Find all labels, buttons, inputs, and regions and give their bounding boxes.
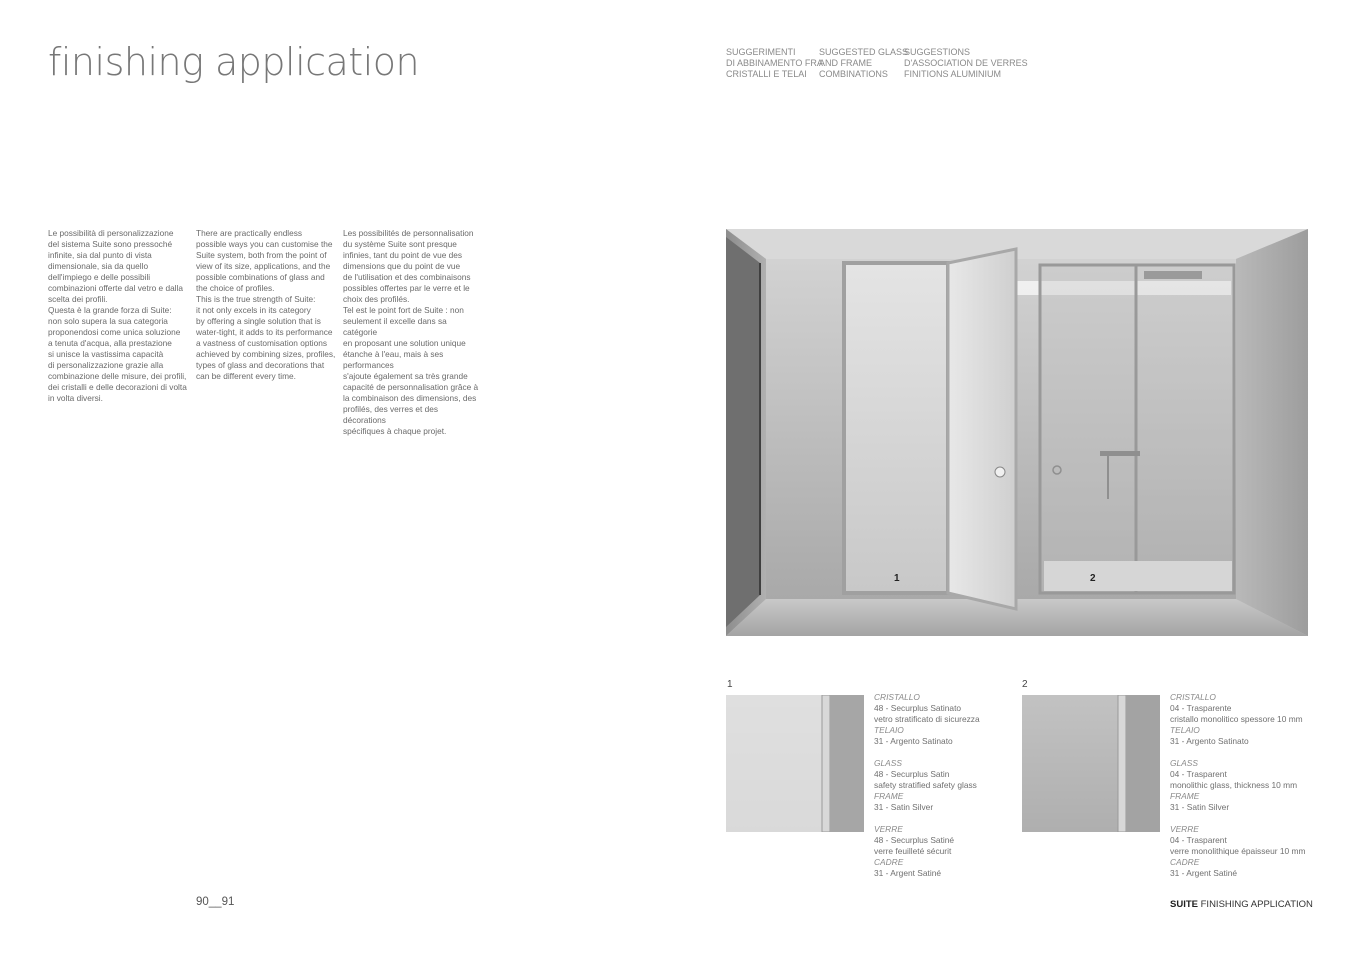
- body-text-italian: Le possibilità di personalizzazione del sistema Suite sono pressoché infinite, sia dal punto di vista dimensionale, sia da quello dell'impiego e delle possibili combinazioni offerte dal vetro e dalla scelta dei profili. Questa è la grande forza di Suite: non solo supera la sua categoria proponendosi come unica soluzione a tenuta d'acqua, alla prestazione si unisce la vastissima capacità di personalizzazione grazie alla combinazione delle misure, dei profili, dei cristalli e delle decorazioni di volta in volta diversi.: [48, 228, 187, 403]
- spec-value: 48 - Securplus Satinato: [874, 703, 962, 713]
- spec-value: 31 - Satin Silver: [874, 802, 934, 812]
- spec-label: FRAME: [874, 791, 904, 801]
- brand-name: SUITE: [1170, 899, 1198, 910]
- spec-value: 31 - Argento Satinato: [874, 736, 953, 746]
- combo-2-specs: [1170, 692, 1330, 879]
- spec-label: TELAIO: [1170, 725, 1200, 735]
- combo-1-specs: [874, 692, 1034, 879]
- combo-2-thumbnail: [1022, 695, 1160, 832]
- spec-value: verre monolithique épaisseur 10 mm: [1170, 846, 1306, 856]
- header-col-it: SUGGERIMENTI DI ABBINAMENTO FRA CRISTALLI E TELAI: [726, 47, 823, 79]
- footer-brand: [1170, 899, 1313, 910]
- spec-value: 04 - Trasparent: [1170, 835, 1227, 845]
- spec-value: cristallo monolitico spessore 10 mm: [1170, 714, 1303, 724]
- page-title: finishing application: [48, 40, 420, 84]
- spec-value: 48 - Securplus Satiné: [874, 835, 955, 845]
- spec-value: verre feuilleté sécurit: [874, 846, 952, 856]
- spec-label: CRISTALLO: [1170, 692, 1216, 702]
- spec-label: CADRE: [1170, 857, 1200, 867]
- shower-photo: [726, 229, 1308, 636]
- photo-marker-2: 2: [1090, 573, 1096, 584]
- page-numbers: 90__91: [196, 896, 235, 908]
- spec-label: VERRE: [1170, 824, 1199, 834]
- spec-label: CRISTALLO: [874, 692, 920, 702]
- spec-value: 48 - Securplus Satin: [874, 769, 950, 779]
- spec-label: FRAME: [1170, 791, 1200, 801]
- spec-label: VERRE: [874, 824, 903, 834]
- spec-value: 31 - Satin Silver: [1170, 802, 1230, 812]
- spec-value: safety stratified safety glass: [874, 780, 977, 790]
- spec-label: GLASS: [874, 758, 902, 768]
- spec-value: 31 - Argent Satiné: [874, 868, 942, 878]
- spec-value: 04 - Trasparente: [1170, 703, 1232, 713]
- combo-1-number: 1: [727, 679, 733, 690]
- body-text-french: Les possibilités de personnalisation du système Suite sont presque infinies, tant du point de vue des dimensions que du point de vue de l'utilisation et des combinaisons possibles offertes par le verre et le choix des profilés. Tel est le point fort de Suite : non seulement il excelle dans sa catégorie en proposant une solution unique étanche à l'eau, mais à ses performances s'ajoute également sa très grande capacité de personnalisation grâce à la combinaison des dimensions, des profilés, des verres et des décorations spécifiques à chaque projet.: [343, 228, 479, 436]
- photo-marker-1: 1: [894, 573, 900, 584]
- combo-1-thumbnail: [726, 695, 864, 832]
- header-col-en: SUGGESTED GLASS AND FRAME COMBINATIONS: [819, 47, 909, 79]
- spec-label: TELAIO: [874, 725, 904, 735]
- spec-value: 04 - Trasparent: [1170, 769, 1227, 779]
- spec-label: CADRE: [874, 857, 904, 867]
- spec-value: 31 - Argento Satinato: [1170, 736, 1249, 746]
- section-name: FINISHING APPLICATION: [1200, 899, 1313, 910]
- body-text-english: There are practically endless possible ways you can customise the Suite system, both from the point of view of its size, applications, and the possible combinations of glass and the choice of profiles. This is the true strength of Suite: it not only excels in its category by offering a single solution that is water-tight, it adds to its performance a vastness of customisation options achieved by combining sizes, profiles, types of glass and decorations that can be different every time.: [196, 228, 336, 381]
- combo-2-number: 2: [1022, 679, 1028, 690]
- spec-value: monolithic glass, thickness 10 mm: [1170, 780, 1298, 790]
- spec-value: vetro stratificato di sicurezza: [874, 714, 980, 724]
- header-col-fr: SUGGESTIONS D'ASSOCIATION DE VERRES FINITIONS ALUMINIUM: [904, 47, 1028, 79]
- spec-value: 31 - Argent Satiné: [1170, 868, 1238, 878]
- spec-label: GLASS: [1170, 758, 1198, 768]
